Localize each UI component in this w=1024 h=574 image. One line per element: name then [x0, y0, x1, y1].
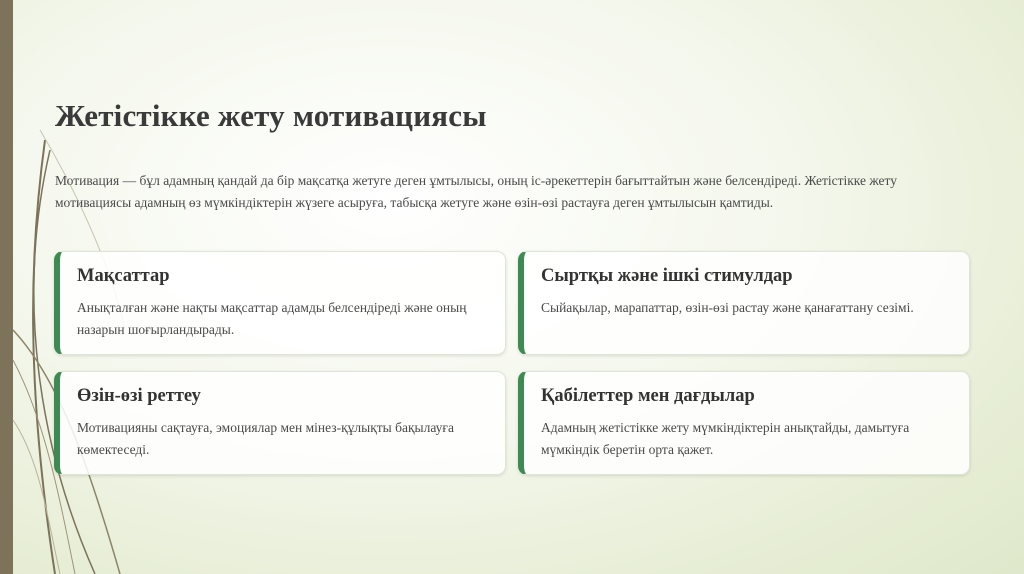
card-goals [54, 251, 506, 355]
card-stimuli [518, 251, 970, 355]
card-text: Анықталған және нақты мақсаттар адамды белсендіреді және оның назарын шоғырландырады. [77, 300, 467, 337]
card-self-regulation [54, 371, 506, 475]
card-title: Мақсаттар [77, 266, 170, 286]
card-abilities [518, 371, 970, 475]
card-text: Мотивацияны сақтауға, эмоциялар мен мінез-құлықты бақылауға көмектеседі. [77, 420, 454, 457]
card-text: Сыйақылар, марапаттар, өзін-өзі растау және қанағаттану сезімі. [541, 300, 914, 315]
slide-title: Жетістікке жету мотивациясы [55, 98, 487, 133]
card-title: Сыртқы және ішкі стимулдар [541, 266, 793, 286]
card-title: Өзін-өзі реттеу [77, 386, 201, 406]
intro-paragraph: Мотивация — бұл адамның қандай да бір мақсатқа жетуге деген ұмтылысы, оның іс-әрекеттерін бағыттайтын және белсендіреді. Жетістікке жету мотивациясы адамның өз мүмкіндіктерін жүзеге асыруға, табысқа жетуге және өзін-өзі растауға деген ұмтылысын қамтиды. [55, 173, 898, 210]
card-title: Қабілеттер мен дағдылар [541, 386, 755, 406]
card-text: Адамның жетістікке жету мүмкіндіктерін анықтайды, дамытуға мүмкіндік беретін орта қажет. [541, 420, 910, 457]
